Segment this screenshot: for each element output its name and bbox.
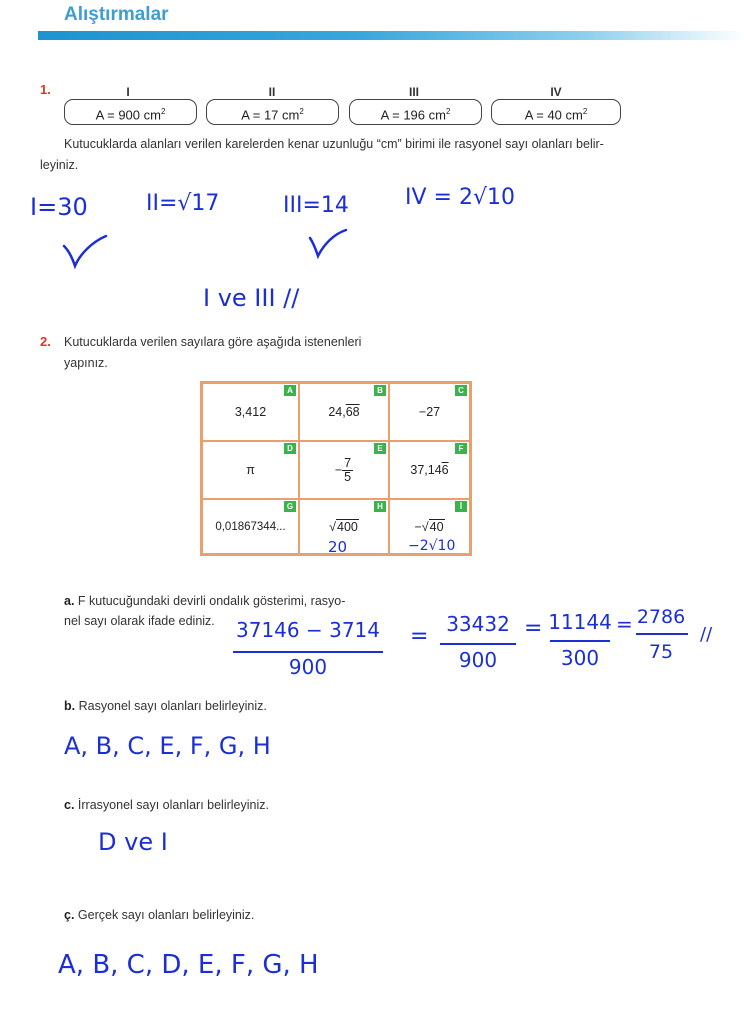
hw-answer-3: III=14 <box>283 193 349 218</box>
cell-a-value: 3,412 <box>234 405 267 419</box>
cell-c-tag: C <box>455 385 467 396</box>
hw-a-num2: 33432 <box>446 612 510 636</box>
hw-answer-2: II=√17 <box>146 191 220 216</box>
cell-d <box>202 441 299 499</box>
cell-a-tag: A <box>284 385 296 396</box>
cell-a <box>202 383 299 441</box>
area-box-3-text: A = 196 cm <box>380 107 446 123</box>
cell-f-tag: F <box>455 443 467 454</box>
cell-d-tag: D <box>284 443 296 454</box>
hw-a-bar4 <box>636 633 688 635</box>
area-box-4 <box>491 99 621 125</box>
hw-answer-1: I=30 <box>30 193 88 221</box>
area-box-1-text: A = 900 cm <box>95 107 161 123</box>
area-box-2 <box>206 99 339 125</box>
cell-h-radicand: 400 <box>337 519 358 534</box>
area-box-3 <box>349 99 482 125</box>
hw-a-den3: 300 <box>560 646 600 670</box>
cell-i-radicand: 40 <box>429 519 444 534</box>
hw-c-answer: D ve I <box>98 828 168 856</box>
hw-a-num3: 11144 <box>548 610 612 634</box>
part-d-text: Gerçek sayı olanları belirleyiniz. <box>77 908 255 922</box>
cell-i-sign: − <box>414 519 422 534</box>
hw-a-bar2 <box>440 643 516 645</box>
cell-b-repeat: 68 <box>345 405 360 419</box>
part-d-label: ç. <box>64 908 75 922</box>
header-bar <box>38 31 744 40</box>
hw-a-den2: 900 <box>458 648 498 672</box>
cell-f-value: 37,14 <box>410 463 442 477</box>
question-2-text-line2: yapınız. <box>64 356 108 370</box>
cell-h-tag: H <box>374 501 386 512</box>
hw-a-bar3 <box>550 640 610 642</box>
area-box-2-text: A = 17 cm <box>241 107 300 123</box>
hw-b-answer: A, B, C, E, F, G, H <box>64 732 271 760</box>
cell-g <box>202 499 299 554</box>
cell-h-root: √400 <box>329 519 358 534</box>
hw-a-den4: 75 <box>648 641 674 663</box>
checkmark-icon-2 <box>306 226 350 262</box>
question-2-text-line1: Kutucuklarda verilen sayılara göre aşağıda istenenleri <box>64 335 362 349</box>
cell-b-value: 24, <box>328 405 346 419</box>
cell-i-tag: İ <box>455 501 467 512</box>
hw-a-den1: 900 <box>288 655 328 679</box>
part-a-line1 <box>64 594 345 608</box>
part-b-text: Rasyonel sayı olanları belirleyiniz. <box>78 699 267 713</box>
hw-a-bar1 <box>233 651 383 653</box>
part-b-label: b. <box>64 699 76 713</box>
cell-e-tag: E <box>374 443 386 454</box>
box-1-roman: I <box>126 85 130 99</box>
part-a-label: a. <box>64 594 75 608</box>
cell-c-value: −27 <box>418 405 441 419</box>
cell-e-fraction <box>342 457 353 484</box>
hw-a-eq1: = <box>410 624 429 649</box>
area-box-1 <box>64 99 197 125</box>
area-box-1-exp: 2 <box>160 107 166 116</box>
cell-g-value: 0,01867344... <box>215 520 286 533</box>
part-b-line <box>64 699 267 713</box>
hw-a-num4: 2786 <box>636 606 686 628</box>
part-c-label: c. <box>64 798 75 812</box>
part-c-text: İrrasyonel sayı olanları belirleyiniz. <box>77 798 269 812</box>
box-2-roman: II <box>268 85 276 99</box>
cell-c <box>389 383 470 441</box>
cell-i-hw: −2√10 <box>408 538 456 554</box>
box-4-roman: IV <box>550 85 562 99</box>
cell-i-root: √40 <box>421 519 444 534</box>
cell-f-repeat: 6 <box>441 463 449 477</box>
question-2-number: 2. <box>40 334 51 349</box>
hw-d-answer: A, B, C, D, E, F, G, H <box>58 950 319 980</box>
question-1-text-line2: leyiniz. <box>40 158 79 172</box>
hw-a-eq2: = <box>524 616 543 641</box>
cell-e-denominator: 5 <box>344 469 352 484</box>
question-1-number: 1. <box>40 82 51 97</box>
part-a-text-1: F kutucuğundaki devirli ondalık gösterimi, rasyo- <box>77 594 346 608</box>
cell-d-value: π <box>246 463 255 477</box>
cell-b <box>299 383 389 441</box>
hw-a-eq3: = <box>616 612 633 636</box>
question-1-text-line1: Kutucuklarda alanları verilen karelerden kenar uzunluğu “cm” birimi ile rasyonel sayı olanları belir- <box>64 137 604 151</box>
cell-g-tag: G <box>284 501 296 512</box>
cell-e <box>299 441 389 499</box>
area-box-4-text: A = 40 cm <box>524 107 583 123</box>
area-box-3-exp: 2 <box>445 107 451 116</box>
cell-h-hw: 20 <box>328 538 348 556</box>
cell-f <box>389 441 470 499</box>
checkmark-icon <box>60 232 110 272</box>
cell-e-numerator: 7 <box>344 455 352 470</box>
cell-e-sign: − <box>334 463 343 477</box>
cell-h <box>299 499 389 554</box>
hw-answer-4: IV = 2√10 <box>405 185 515 210</box>
section-title: Alıştırmalar <box>64 4 169 25</box>
box-3-roman: III <box>408 85 419 99</box>
number-grid <box>200 381 472 556</box>
hw-result-1: I ve III // <box>203 284 300 312</box>
hw-a-end: // <box>700 624 713 645</box>
part-d-line <box>64 908 254 922</box>
cell-i <box>389 499 470 554</box>
part-c-line <box>64 798 269 812</box>
hw-a-num1: 37146 − 3714 <box>236 618 380 642</box>
area-box-4-exp: 2 <box>582 107 588 116</box>
cell-b-tag: B <box>374 385 386 396</box>
area-box-2-exp: 2 <box>299 107 304 116</box>
part-a-text-2: nel sayı olarak ifade ediniz. <box>64 614 215 628</box>
